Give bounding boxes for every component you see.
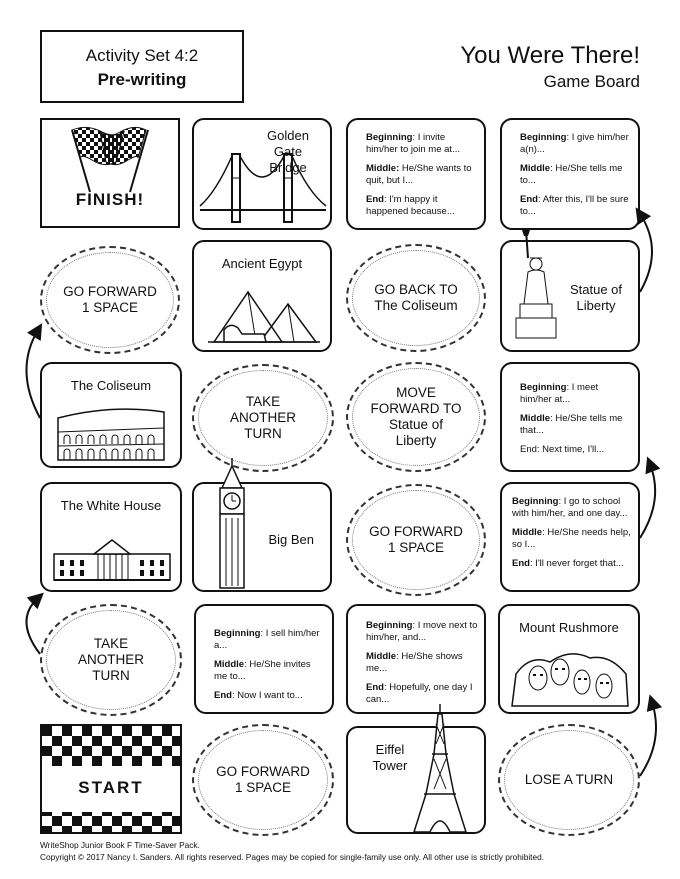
take-another-turn-space-a [192, 364, 334, 472]
big-ben-icon [212, 458, 252, 590]
prompt-space-a [346, 118, 486, 230]
prompt-f-mid: : He/She shows me... [366, 651, 463, 674]
take-turn-a-line3: TURN [244, 426, 282, 441]
prompt-e-mid: : He/She invites me to... [214, 659, 311, 682]
prompt-e-beg-label: Beginning [214, 628, 261, 639]
move-forward-line3: Statue of [388, 417, 444, 432]
take-turn-b-line2: ANOTHER [77, 652, 144, 667]
eiffel-tower-icon [410, 704, 470, 834]
prompt-b-beg-label: Beginning [520, 132, 567, 143]
statue-of-liberty-space [500, 240, 640, 352]
prompt-a-end: : I'm happy it happened because... [366, 194, 455, 217]
move-forward-line4: Liberty [395, 433, 437, 448]
prompt-e-end-label: End [214, 690, 232, 701]
eiffel-label-2: Tower [372, 758, 408, 773]
prompt-a-mid-label: Middle: [366, 163, 400, 174]
statue-label-2: Liberty [576, 298, 616, 313]
footer-copyright: Copyright © 2017 Nancy I. Sanders. All rights reserved. Pages may be copied for single-family use only. All other use is strictly prohibited. [40, 852, 545, 862]
prompt-c-beg-label: Beginning [520, 382, 567, 393]
prompt-a-beg: : I invite him/her to join me at... [366, 132, 460, 155]
mount-rushmore-label: Mount Rushmore [519, 620, 619, 635]
golden-gate-label-1: Golden [267, 128, 309, 143]
prompt-e-beg: : I sell him/her a... [214, 628, 320, 651]
footer-line1: WriteShop Junior Book F Time-Saver Pack. [40, 840, 200, 850]
prompt-a-mid: He/She wants to quit, but I... [366, 163, 472, 186]
take-turn-a-line2: ANOTHER [229, 410, 296, 425]
coliseum-space [40, 362, 182, 468]
page-subtitle: Game Board [543, 72, 640, 91]
prompt-space-d [500, 482, 640, 592]
prompt-c-mid-label: Middle [520, 413, 551, 424]
prompt-b-mid: : He/She tells me to... [520, 163, 623, 186]
white-house-icon [50, 530, 174, 586]
go-forward-c-line2: 1 SPACE [234, 780, 292, 795]
prompt-e-mid-label: Middle [214, 659, 245, 670]
go-back-space [346, 244, 486, 352]
prompt-d-beg: : I go to school with him/her, and one day... [512, 496, 628, 519]
prompt-c-mid: : He/She tells me that... [520, 413, 623, 436]
prompt-b-end: : After this, I'll be sure to... [520, 194, 629, 217]
go-forward-a-line1: GO FORWARD [63, 284, 157, 299]
move-forward-line1: MOVE [396, 385, 436, 400]
prompt-space-c [500, 362, 640, 472]
page-title: You Were There! [460, 42, 640, 69]
statue-label-1: Statue of [569, 282, 623, 297]
prewriting-label: Pre-writing [97, 70, 187, 89]
go-back-line2: The Coliseum [374, 298, 458, 313]
prompt-d-beg-label: Beginning [512, 496, 559, 507]
prompt-d-mid: : He/She needs help, so I... [512, 527, 631, 550]
go-forward-space-c [192, 724, 334, 836]
prompt-d-mid-label: Middle [512, 527, 543, 538]
big-ben-space [192, 482, 332, 592]
lose-turn-label: LOSE A TURN [524, 772, 614, 787]
go-forward-c-line1: GO FORWARD [216, 764, 310, 779]
go-forward-space-a [40, 246, 180, 354]
go-forward-a-line2: 1 SPACE [81, 300, 139, 315]
prompt-c-end: End: Next time, I'll... [520, 444, 605, 455]
go-forward-b-line1: GO FORWARD [369, 524, 463, 539]
coliseum-icon [52, 404, 172, 464]
prompt-b-beg: : I give him/her a(n)... [520, 132, 629, 155]
go-forward-b-line2: 1 SPACE [387, 540, 445, 555]
take-turn-a-line1: TAKE [245, 394, 281, 409]
big-ben-label: Big Ben [268, 532, 314, 547]
start-space [40, 724, 182, 834]
prompt-a-end-label: End [366, 194, 384, 205]
activity-set-label: Activity Set 4:2 [85, 46, 199, 65]
activity-set-box [40, 30, 244, 103]
white-house-space [40, 482, 182, 592]
take-turn-b-line3: TURN [92, 668, 130, 683]
mount-rushmore-space [498, 604, 640, 714]
prompt-f-beg-label: Beginning [366, 620, 413, 631]
prompt-d-end: : I'll never forget that... [529, 558, 624, 569]
prompt-a-beg-label: Beginning [366, 132, 413, 143]
prompt-b-end-label: End [520, 194, 538, 205]
prompt-space-f [346, 604, 486, 714]
ancient-egypt-space [192, 240, 332, 352]
statue-of-liberty-icon [508, 228, 564, 346]
move-forward-space [346, 362, 486, 472]
finish-space [40, 118, 180, 228]
ancient-egypt-label: Ancient Egypt [221, 256, 303, 271]
lose-turn-space [498, 724, 640, 836]
white-house-label: The White House [60, 498, 162, 513]
take-turn-b-line1: TAKE [93, 636, 129, 651]
mount-rushmore-icon [510, 644, 630, 708]
eiffel-label-1: Eiffel [375, 742, 405, 757]
prompt-b-mid-label: Middle [520, 163, 551, 174]
coliseum-label: The Coliseum [70, 378, 152, 393]
prompt-c-beg: : I meet him/her at... [520, 382, 599, 405]
prompt-e-end: : Now I want to... [231, 690, 303, 701]
golden-gate-label-2: Gate [273, 144, 303, 159]
golden-gate-space [192, 118, 332, 230]
take-another-turn-space-b [40, 604, 182, 716]
prompt-d-end-label: End [512, 558, 530, 569]
prompt-f-end-label: End [366, 682, 384, 693]
start-label: START [42, 774, 180, 802]
golden-gate-label-3: Bridge [269, 160, 307, 175]
prompt-f-end: : Hopefully, one day I can... [366, 682, 473, 705]
eiffel-tower-space [346, 726, 486, 834]
pyramids-icon [204, 282, 324, 348]
finish-label: FINISH! [75, 190, 145, 209]
go-back-line1: GO BACK TO [374, 282, 458, 297]
prompt-f-mid-label: Middle [366, 651, 397, 662]
go-forward-space-b [346, 484, 486, 596]
prompt-space-b [500, 118, 640, 230]
move-forward-line2: FORWARD TO [370, 401, 462, 416]
prompt-space-e [194, 604, 334, 714]
prompt-f-beg: : I move next to him/her, and... [366, 620, 478, 643]
